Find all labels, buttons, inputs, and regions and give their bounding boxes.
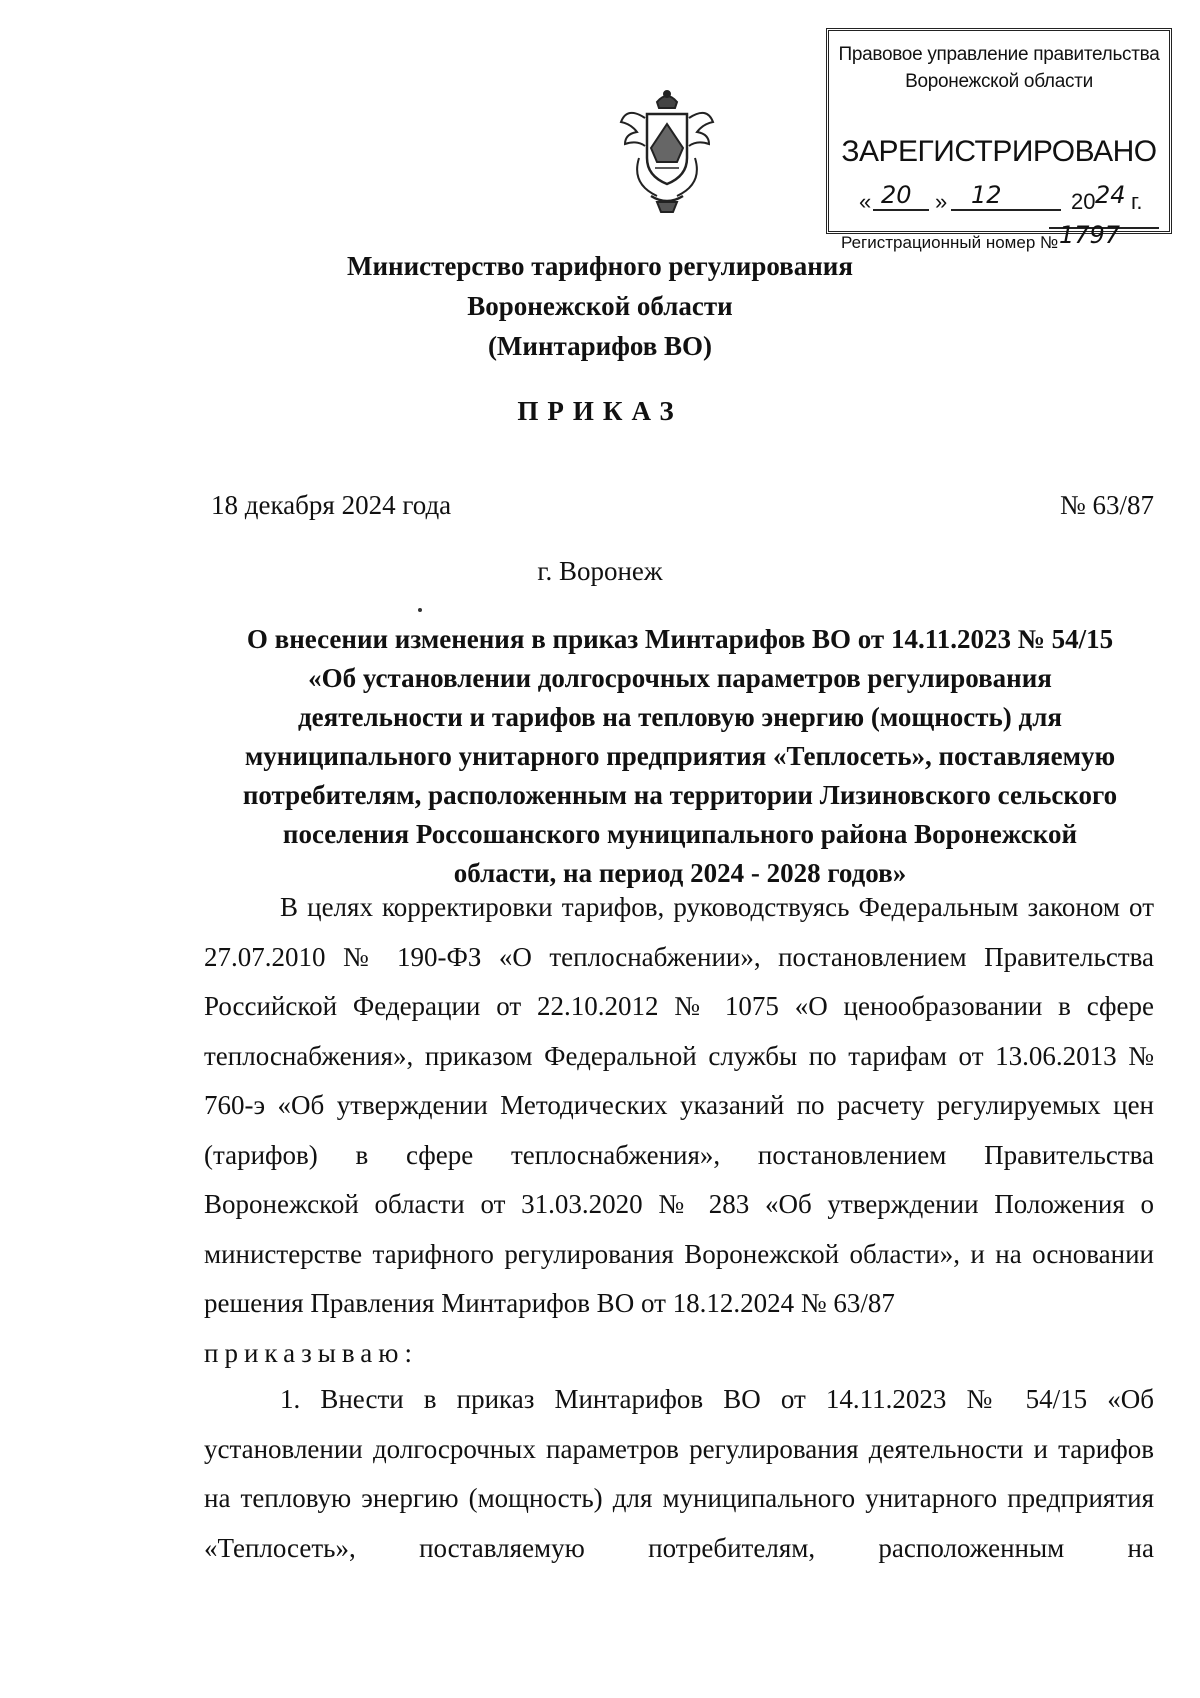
title-line: деятельности и тарифов на тепловую энергию (мощность) для	[298, 702, 1062, 732]
stamp-organization	[829, 41, 1169, 95]
ministry-line1: Министерство тарифного регулирования	[347, 251, 853, 281]
document-title	[200, 620, 1160, 893]
stamp-status: ЗАРЕГИСТРИРОВАНО	[841, 135, 1157, 168]
stamp-org-line2: Воронежской области	[905, 71, 1093, 92]
order-word: приказываю:	[204, 1337, 418, 1368]
document-body	[204, 883, 1154, 1378]
document-date: 18 декабря 2024 года	[211, 490, 452, 520]
ministry-line2: Воронежской области	[467, 291, 733, 321]
item-1-paragraph: 1. Внести в приказ Минтарифов ВО от 14.11.2023 № 54/15 «Об установлении долгосрочных параметров регулирования деятельности и тарифов на тепловую энергию (мощность) для муниципального унитарного предприятия «Теплосеть», поставляемую потребителям, расположенным на	[204, 1384, 1154, 1563]
stray-dot	[418, 608, 422, 612]
title-line: области, на период 2024 - 2028 годов»	[453, 858, 907, 888]
voronezh-coat-of-arms-icon	[617, 88, 717, 216]
ministry-line3: (Минтарифов ВО)	[487, 331, 713, 361]
preamble-paragraph: В целях корректировки тарифов, руководствуясь Федеральным законом от 27.07.2010 № 190-ФЗ «О теплоснабжении», постановлением Правительства Российской Федерации от 22.10.2012 № 1075 «О ценообразовании в сфере теплоснабжения», приказом Федеральной службы по тарифам от 13.06.2013 № 760-э «Об утверждении Методических указаний по расчету регулируемых цен (тарифов) в сфере теплоснабжения», постановлением Правительства Воронежской области от 31.03.2020 № 283 «Об утверждении Положения о министерстве тарифного регулирования Воронежской области», и на основании решения Правления Минтарифов ВО от 18.12.2024 № 63/87	[204, 892, 1154, 1318]
stamp-date: « 20 » 12 20 24 г.	[859, 181, 1143, 214]
document-number: № 63/87	[1059, 490, 1154, 520]
title-line: поселения Россошанского муниципального района Воронежской	[282, 819, 1078, 849]
document-type: ПРИКАЗ	[517, 396, 683, 426]
title-line: потребителям, расположенным на территории Лизиновского сельского	[242, 780, 1118, 810]
registration-stamp	[826, 28, 1172, 252]
stamp-year-label: г.	[1131, 189, 1143, 214]
stamp-date-day: 20	[881, 181, 912, 209]
stamp-date-year-suffix: 24	[1095, 181, 1126, 209]
stamp-date-year-prefix: 20	[1071, 189, 1096, 214]
title-line: «Об установлении долгосрочных параметров регулирования	[308, 663, 1052, 693]
stamp-reg-number: 1797	[1059, 221, 1121, 249]
title-line: О внесении изменения в приказ Минтарифов ВО от 14.11.2023 № 54/15	[246, 624, 1114, 654]
document-items	[204, 1375, 1154, 1573]
title-line: муниципального унитарного предприятия «Теплосеть», поставляемую	[244, 741, 1116, 771]
stamp-reg-number-label: Регистрационный номер №	[841, 233, 1059, 252]
stamp-date-month: 12	[971, 181, 1002, 209]
stamp-org-line1: Правовое управление правительства	[838, 44, 1160, 65]
document-city: г. Воронеж	[537, 556, 663, 586]
ministry-name	[0, 246, 1200, 366]
